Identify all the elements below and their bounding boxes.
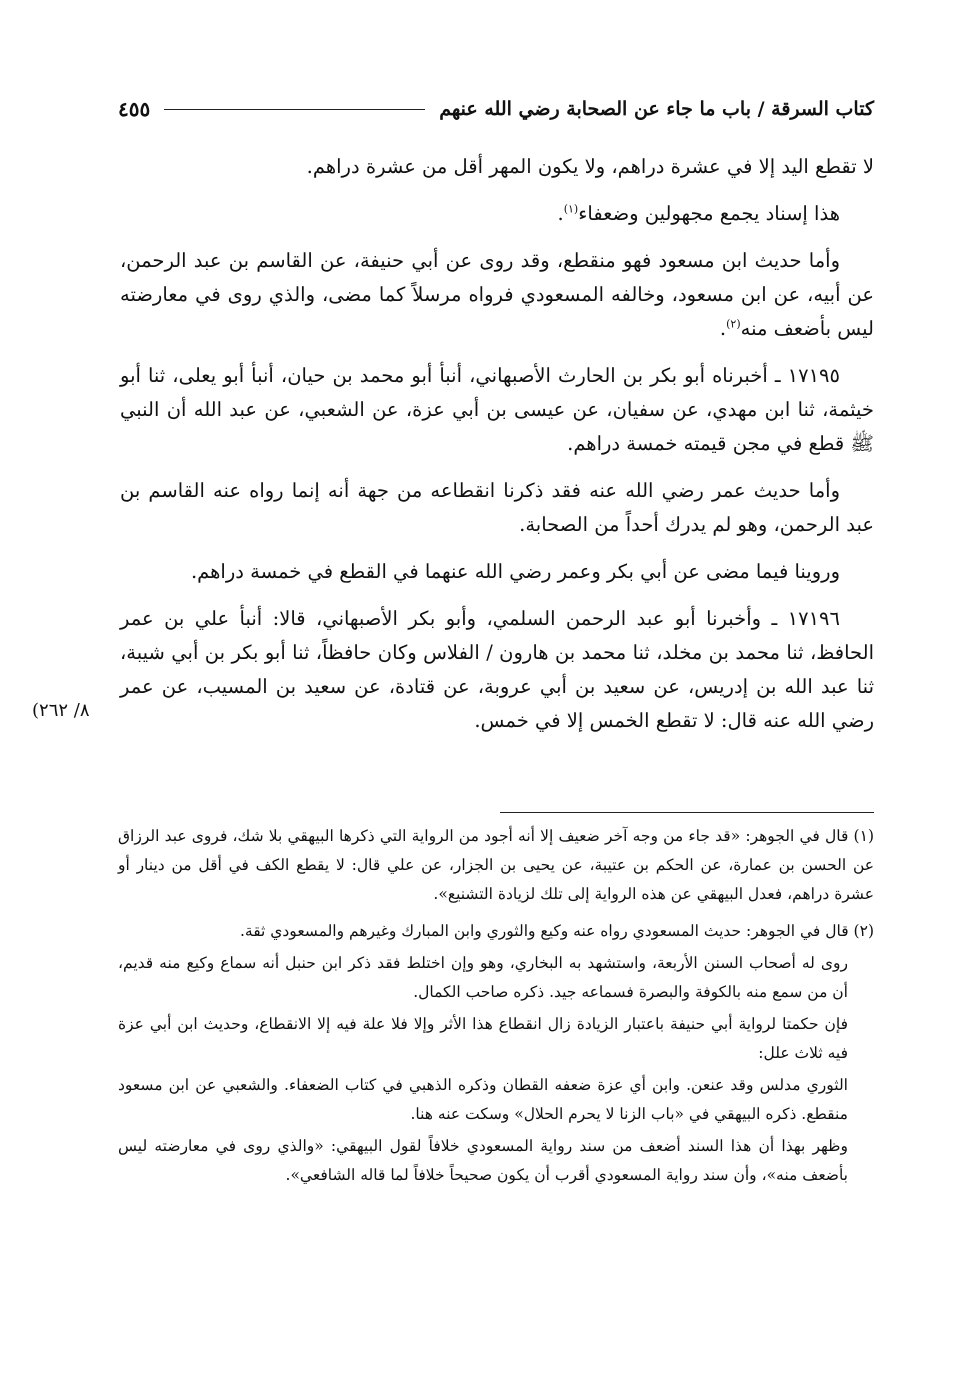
footnote-marker[interactable]: (١) — [563, 202, 579, 216]
header-rule — [164, 109, 425, 110]
running-header — [118, 92, 874, 126]
footnote-2-line: فإن حكمتا لرواية أبي حنيفة باعتبار الزيادة زال انقطاع هذا الأثر وإلا فلا علة فيه إلا الانقطاع، وحديث ابن أبي عزة فيه ثلاث علل: — [118, 1015, 848, 1062]
text-paragraph: وأما حديث عمر رضي الله عنه فقد ذكرنا انقطاعه من جهة أنه إنما رواه عنه القاسم بن عبد الرحمن، وهو لم يدرك أحداً من الصحابة. — [120, 479, 874, 536]
footnote-1: (١) قال في الجوهر: «قد جاء من وجه آخر ضعيف إلا أنه أجود من الرواية التي ذكرها البيهقي بلا شك، فروى عبد الرزاق عن الحسن بن عمارة، عن الحكم بن عتيبة، عن يحيى بن الجزار، عن علي قال: لا يقطع الكف في أقل من دينار أو عشرة دراهم، فعدل البيهقي عن هذه الرواية إلى تلك لزيادة التشنيع». — [118, 827, 874, 903]
footnotes-section — [118, 822, 874, 1193]
text-paragraph: هذا إسناد يجمع مجهولين وضعفاء$^{(١)}$. — [557, 202, 840, 225]
footnote-marker[interactable]: (٢) — [726, 317, 741, 331]
hadith-paragraph: ١٧١٩٦ ـ وأخبرنا أبو عبد الرحمن السلمي، وأبو بكر الأصبهاني، قالا: أنبأ علي بن عمر الحافظ، ثنا محمد بن مخلد، ثنا محمد بن هارون / الفلاس وكان حافظاً، ثنا أبو بكر بن أبي شيبة، ثنا عبد الله بن إدريس، عن سعيد بن أبي عروبة، عن قتادة، عن سعيد بن المسيب، عن عمر رضي الله عنه قال: لا تقطع الخمس إلا في خمس. — [120, 607, 874, 732]
page-number: ٤٥٥ — [118, 97, 151, 121]
header-title: كتاب السرقة / باب ما جاء عن الصحابة رضي الله عنهم — [439, 98, 874, 120]
footnote-2-line: روى له أصحاب السنن الأربعة، واستشهد به البخاري، وهو وإن اختلط فقد ذكر ابن حنبل أنه سماع وكيع منه قديم، أن من سمع منه بالكوفة والبصرة فسماعه جيد. ذكره صاحب الكمال. — [118, 954, 848, 1001]
hadith-paragraph: ١٧١٩٥ ـ أخبرناه أبو بكر بن الحارث الأصبهاني، أنبأ أبو محمد بن حيان، أنبأ أبو يعلى، ثنا أبو خيثمة، ثنا ابن مهدي، عن سفيان، عن عيسى بن أبي عزة، عن الشعبي، عن عبد الله أن النبي ﷺ قطع في مجن قيمته خمسة دراهم. — [120, 364, 874, 455]
footnote-2-lead: (٢) قال في الجوهر: حديث المسعودي رواه عنه وكيع والثوري وابن المبارك وغيرهم والمسعودي ثقة. — [239, 922, 874, 940]
main-text — [120, 150, 874, 751]
text-paragraph: وأما حديث ابن مسعود فهو منقطع، وقد روى عن أبي حنيفة، عن القاسم بن عبد الرحمن، عن أبيه، عن ابن مسعود، وخالفه المسعودي فرواه مرسلاً كما مضى، والذي روى في معارضته ليس بأضعف منه$^{(٢)}$. — [120, 249, 874, 340]
footnote-2-line: الثوري مدلس وقد عنعن. وابن أي عزة ضعفه القطان وذكره الذهبي في كتاب الضعفاء. والشعبي عن ابن مسعود منقطع. ذكره البيهقي في «باب الزنا لا يحرم الحلال» وسكت عنه هنا. — [118, 1076, 848, 1123]
footnote-separator — [500, 812, 874, 813]
margin-reference: ٨/ ٢٦٢) — [32, 700, 90, 721]
text-paragraph: لا تقطع اليد إلا في عشرة دراهم، ولا يكون المهر أقل من عشرة دراهم. — [306, 155, 874, 178]
footnote-2-line: وظهر بهذا أن هذا السند أضعف من سند رواية المسعودي خلافاً لقول البيهقي: «والذي روى في معارضته ليس بأضعف منه»، وأن سند رواية المسعودي أقرب أن يكون صحيحاً خلافاً لما قاله الشافعي». — [118, 1137, 848, 1184]
text-paragraph: وروينا فيما مضى عن أبي بكر وعمر رضي الله عنهما في القطع في خمسة دراهم. — [190, 560, 840, 583]
